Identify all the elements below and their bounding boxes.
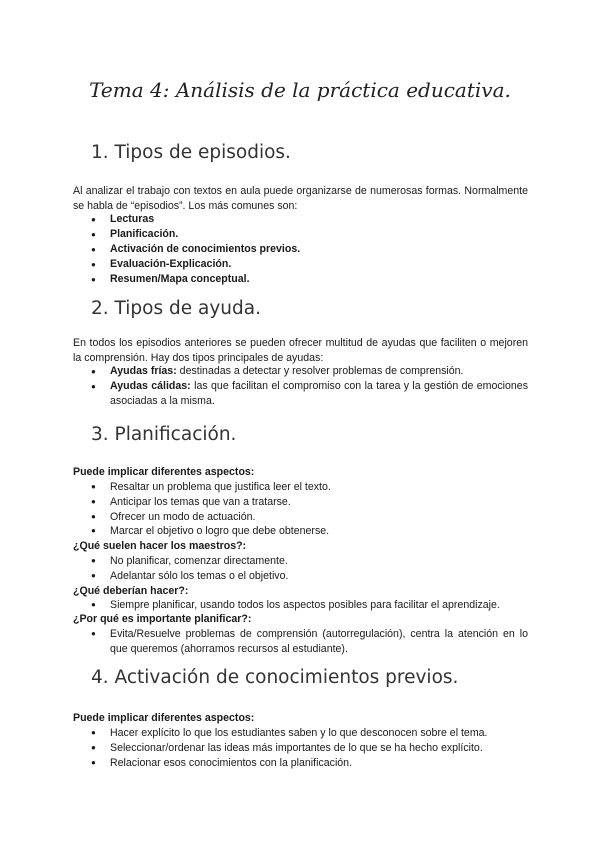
list-item: ● Adelantar sólo los temas o el objetivo. — [91, 569, 528, 584]
document-title: Tema 4: Análisis de la práctica educativa. — [89, 78, 511, 102]
list-item: ● Anticipar los temas que van a tratarse. — [91, 495, 528, 510]
section-3-list-1 — [91, 480, 528, 539]
list-item: ● Ofrecer un modo de actuación. — [91, 510, 528, 525]
list-item: ● Siempre planificar, usando todos los aspectos posibles para facilitar el aprendizaje. — [91, 598, 528, 613]
section-2-heading: 2. Tipos de ayuda. — [91, 298, 261, 319]
list-item: ● Resaltar un problema que justifica leer el texto. — [91, 480, 528, 495]
section-3-list-3 — [91, 598, 528, 613]
section-2-list — [91, 364, 528, 409]
section-3-heading: 3. Planificación. — [91, 424, 237, 445]
section-4-subheading: Puede implicar diferentes aspectos: — [73, 712, 255, 724]
section-1-heading: 1. Tipos de episodios. — [91, 142, 291, 163]
list-item — [91, 379, 528, 409]
list-item: ● Resumen/Mapa conceptual. — [91, 272, 521, 287]
section-4-list — [91, 726, 528, 770]
list-item: ● Activación de conocimientos previos. — [91, 242, 521, 257]
section-2-intro: En todos los episodios anteriores se pueden ofrecer multitud de ayudas que faciliten o mejoren la comprensión. Hay dos tipos principales de ayudas: — [73, 337, 528, 364]
item-text: destinadas a detectar y resolver problemas de comprensión. — [176, 365, 464, 377]
item-term: Ayudas cálidas: — [110, 380, 191, 392]
list-item: ● Evaluación-Explicación. — [91, 257, 521, 272]
section-1-intro: Al analizar el trabajo con textos en aula puede organizarse de numerosas formas. Normalmente se habla de “episodios”. Los más comunes son: — [73, 185, 528, 212]
list-item: ● Evita/Resuelve problemas de comprensión (autorregulación), centra la atención en lo que queremos (ahorramos recursos al estudiante). — [91, 627, 528, 657]
section-3-subheading: Puede implicar diferentes aspectos: — [73, 466, 255, 478]
section-4-heading: 4. Activación de conocimientos previos. — [91, 667, 459, 688]
section-1-list — [91, 212, 521, 287]
section-3-question-teachers: ¿Qué suelen hacer los maestros?: — [73, 540, 247, 552]
list-item: ● Marcar el objetivo o logro que debe obtenerse. — [91, 524, 528, 539]
list-item: ● No planificar, comenzar directamente. — [91, 554, 528, 569]
section-3-question-why: ¿Por qué es importante planificar?: — [73, 613, 252, 625]
list-item: ● Seleccionar/ordenar las ideas más importantes de lo que se ha hecho explícito. — [91, 741, 528, 756]
list-item: ● Lecturas — [91, 212, 521, 227]
item-term: Ayudas frías: — [110, 365, 177, 377]
list-item: ● Hacer explícito lo que los estudiantes saben y lo que desconocen sobre el tema. — [91, 726, 528, 741]
item-text: las que facilitan el compromiso con la tarea y la gestión de emociones asociadas a la misma. — [110, 380, 528, 407]
list-item — [91, 364, 528, 379]
section-3-question-should: ¿Qué deberían hacer?: — [73, 585, 189, 597]
list-item: ● Relacionar esos conocimientos con la planificación. — [91, 756, 528, 771]
section-3-list-4 — [91, 627, 528, 657]
section-3-list-2 — [91, 554, 528, 584]
list-item: ● Planificación. — [91, 227, 521, 242]
